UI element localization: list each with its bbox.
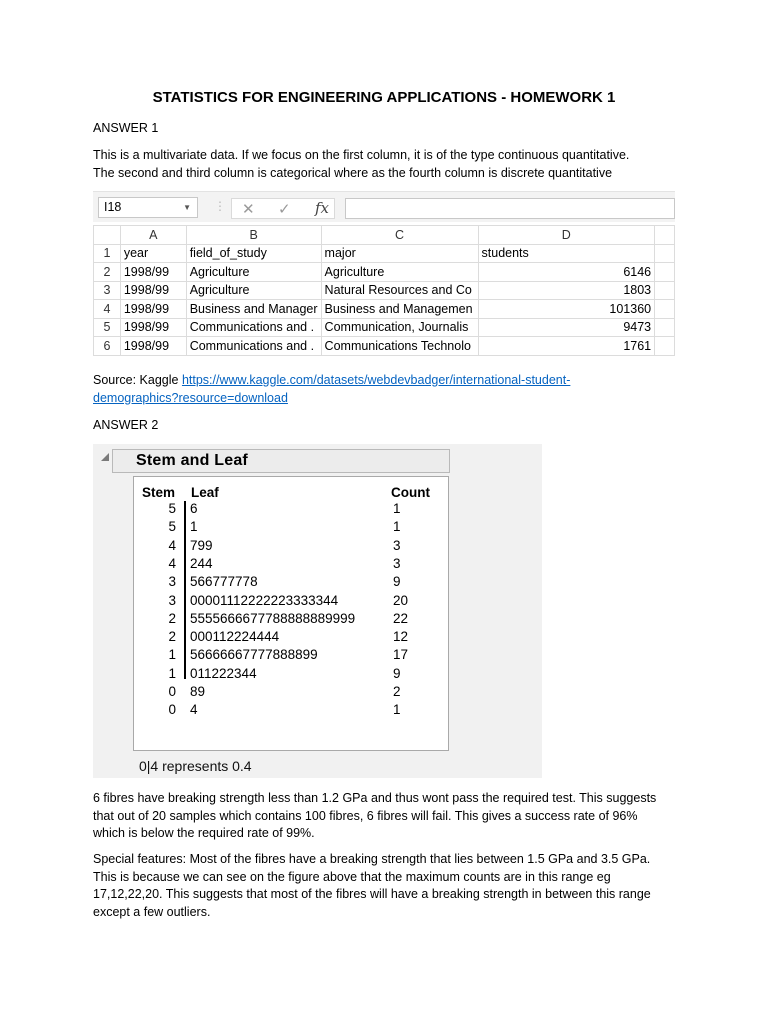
- stem-leaf-title: Stem and Leaf: [136, 452, 248, 469]
- cell[interactable]: Natural Resources and Co: [321, 281, 478, 300]
- cell[interactable]: students: [478, 244, 655, 263]
- count-value: 3: [393, 537, 401, 553]
- count-value: 1: [393, 501, 401, 516]
- cell[interactable]: 1998/99: [120, 263, 186, 282]
- collapse-triangle-icon[interactable]: [101, 453, 109, 461]
- count-value: 17: [393, 647, 409, 663]
- source-citation: [93, 372, 683, 407]
- cell[interactable]: Communications Technolo: [321, 337, 478, 356]
- stem-leaf-row: [134, 611, 448, 629]
- name-box[interactable]: [98, 197, 198, 218]
- leaf-value: 000112224444: [190, 629, 280, 645]
- cell[interactable]: 1998/99: [120, 281, 186, 300]
- leaf-value: 1: [190, 519, 198, 535]
- stem-header: Stem: [142, 485, 176, 500]
- count-header: Count: [391, 485, 430, 500]
- sheet-row: [94, 263, 675, 282]
- sheet-row: [94, 244, 675, 263]
- cell[interactable]: year: [120, 244, 186, 263]
- sheet-row: [94, 337, 675, 356]
- text-line: which is below the required rate of 99%.: [93, 826, 315, 840]
- formula-bar: [93, 192, 675, 222]
- column-header[interactable]: C: [321, 226, 478, 245]
- sheet-row: [94, 318, 675, 337]
- row-header[interactable]: 3: [94, 281, 121, 300]
- conclusion-paragraph-2: [93, 851, 683, 921]
- column-header[interactable]: B: [186, 226, 321, 245]
- stem-value: 1: [168, 647, 176, 663]
- answer1-line: The second and third column is categorical where as the fourth column is discrete quantitative: [93, 165, 613, 180]
- answer1-heading: ANSWER 1: [93, 121, 159, 135]
- stem-leaf-plot: [133, 476, 449, 751]
- cell[interactable]: major: [321, 244, 478, 263]
- cell[interactable]: Agriculture: [321, 263, 478, 282]
- source-link[interactable]: https://www.kaggle.com/datasets/webdevbadger/international-student-: [181, 373, 571, 387]
- stem-leaf-key: 0|4 represents 0.4: [139, 758, 252, 774]
- count-value: 20: [393, 592, 409, 608]
- stem-leaf-row: [134, 519, 448, 537]
- count-value: 2: [393, 684, 401, 699]
- answer2-heading: ANSWER 2: [93, 418, 159, 432]
- select-all-corner[interactable]: [94, 226, 121, 245]
- cell[interactable]: 9473: [478, 318, 655, 337]
- sheet-grid: [93, 225, 675, 356]
- conclusion-paragraph-1: [93, 790, 683, 843]
- stem-leaf-row: [134, 574, 448, 592]
- count-value: 3: [393, 555, 401, 571]
- cancel-icon[interactable]: ✕: [242, 201, 255, 218]
- cell[interactable]: Communications and .: [186, 318, 321, 337]
- count-value: 12: [393, 629, 409, 645]
- cell[interactable]: [655, 300, 675, 319]
- cell[interactable]: 1998/99: [120, 337, 186, 356]
- stem-value: 5: [168, 501, 176, 516]
- name-box-value: I18: [104, 200, 122, 214]
- leaf-value: 799: [190, 537, 213, 553]
- source-label: Source: Kaggle: [93, 373, 182, 387]
- row-header[interactable]: 6: [94, 337, 121, 356]
- cell[interactable]: [655, 318, 675, 337]
- answer1-line: This is a multivariate data. If we focus on the first column, it is of the type continuous quantitative.: [93, 148, 630, 162]
- text-line: except a few outliers.: [93, 904, 211, 919]
- text-line: 17,12,22,20. This suggests that most of the fibres will have a breaking strength in between this range: [93, 887, 651, 901]
- cell[interactable]: Communications and .: [186, 337, 321, 356]
- cell[interactable]: 101360: [478, 300, 655, 319]
- leaf-value: 566777778: [190, 574, 258, 590]
- cell[interactable]: field_of_study: [186, 244, 321, 263]
- cell[interactable]: Business and Managemen: [321, 300, 478, 319]
- cell[interactable]: Communication, Journalis: [321, 318, 478, 337]
- leaf-value: 00001112222223333344: [190, 592, 339, 608]
- spreadsheet-screenshot: [93, 191, 675, 360]
- text-line: 6 fibres have breaking strength less than 1.2 GPa and thus wont pass the required test. This suggests: [93, 791, 657, 805]
- stem-leaf-row: [134, 629, 448, 647]
- cell[interactable]: Agriculture: [186, 263, 321, 282]
- stem-leaf-row: [134, 684, 448, 702]
- column-header[interactable]: D: [478, 226, 655, 245]
- formula-icons: [231, 198, 335, 219]
- stem-leaf-row: [134, 647, 448, 665]
- stem-leaf-row: [134, 593, 448, 611]
- cell[interactable]: [655, 263, 675, 282]
- cell[interactable]: 1998/99: [120, 318, 186, 337]
- count-value: 1: [393, 702, 401, 718]
- drag-handle-icon: ⋮: [214, 199, 227, 213]
- leaf-value: 5555666677788888889999: [190, 610, 356, 626]
- count-value: 1: [393, 519, 401, 535]
- leaf-value: 56666667777888899: [190, 647, 318, 663]
- cell[interactable]: 1803: [478, 281, 655, 300]
- insert-function-icon[interactable]: fx: [315, 199, 330, 217]
- stem-value: 3: [168, 574, 176, 590]
- sheet-row: [94, 281, 675, 300]
- enter-icon[interactable]: ✓: [278, 201, 291, 218]
- column-header[interactable]: A: [120, 226, 186, 245]
- text-line: that out of 20 samples which contains 100 fibres, 6 fibres will fail. This gives a success rate of 96%: [93, 808, 638, 823]
- cell[interactable]: Agriculture: [186, 281, 321, 300]
- leaf-header: Leaf: [191, 485, 219, 500]
- stem-leaf-row: [134, 538, 448, 556]
- stem-value: 4: [168, 555, 176, 571]
- page-title: STATISTICS FOR ENGINEERING APPLICATIONS - HOMEWORK 1: [152, 89, 616, 106]
- stem-value: 1: [168, 665, 176, 681]
- text-line: Special features: Most of the fibres have a breaking strength that lies between 1.5 GPa and 3.5 GPa.: [93, 852, 651, 866]
- stem-leaf-panel: [93, 444, 542, 778]
- stem-value: 0: [168, 702, 176, 718]
- answer1-text: [93, 147, 683, 182]
- leaf-value: 4: [190, 702, 198, 718]
- count-value: 9: [393, 574, 401, 590]
- row-header[interactable]: 5: [94, 318, 121, 337]
- row-header[interactable]: 4: [94, 300, 121, 319]
- stem-value: 5: [168, 519, 176, 535]
- leaf-value: 89: [190, 684, 206, 699]
- column-header-row: [94, 226, 675, 245]
- cell[interactable]: 1761: [478, 337, 655, 356]
- cell[interactable]: 6146: [478, 263, 655, 282]
- stem-leaf-row: [134, 556, 448, 574]
- sheet-row: [94, 300, 675, 319]
- cell[interactable]: [655, 281, 675, 300]
- column-header[interactable]: [655, 226, 675, 245]
- count-value: 9: [393, 665, 401, 681]
- stem-value: 3: [168, 592, 176, 608]
- formula-input[interactable]: [345, 198, 675, 219]
- leaf-value: 6: [190, 501, 198, 516]
- stem-value: 4: [168, 537, 176, 553]
- cell[interactable]: 1998/99: [120, 300, 186, 319]
- count-value: 22: [393, 610, 409, 626]
- cell[interactable]: Business and Manager: [186, 300, 321, 319]
- stem-leaf-row: [134, 666, 448, 684]
- row-header[interactable]: 2: [94, 263, 121, 282]
- text-line: This is because we can see on the figure above that the maximum counts are in this range eg: [93, 869, 611, 884]
- stem-leaf-row: [134, 702, 448, 720]
- source-link-continued[interactable]: demographics?resource=download: [93, 390, 288, 405]
- row-header[interactable]: 1: [94, 244, 121, 263]
- stem-value: 2: [168, 610, 176, 626]
- stem-leaf-row: [134, 501, 448, 519]
- cell[interactable]: [655, 337, 675, 356]
- leaf-value: 244: [190, 555, 213, 571]
- stem-value: 2: [168, 629, 176, 645]
- chevron-down-icon[interactable]: ▼: [183, 203, 191, 212]
- stem-value: 0: [168, 684, 176, 699]
- leaf-value: 011222344: [190, 665, 257, 681]
- cell[interactable]: [655, 244, 675, 263]
